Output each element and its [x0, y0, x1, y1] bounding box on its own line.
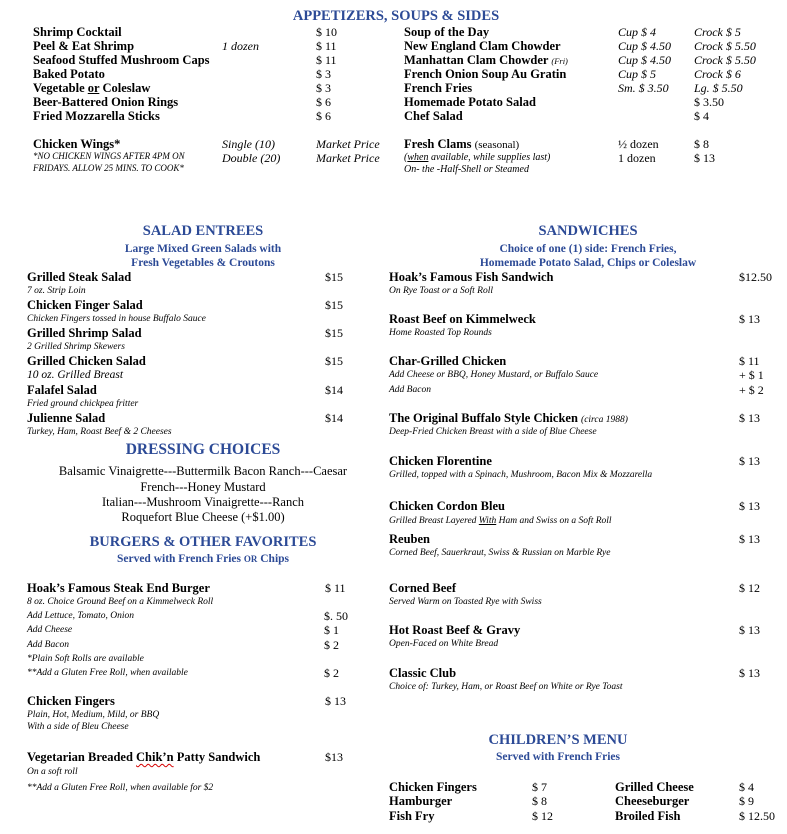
appetizer-name-part: Coleslaw	[102, 81, 151, 95]
appetizer-price: $ 6	[316, 95, 331, 109]
clams-size: 1 dozen	[618, 151, 656, 165]
burger-name: Hoak’s Famous Steak End Burger	[27, 581, 210, 595]
sandwiches-subtitle: Homemade Potato Salad, Chips or Coleslaw	[479, 257, 697, 269]
appetizer-name: Beer-Battered Onion Rings	[33, 95, 179, 109]
salad-price: $15	[325, 354, 343, 368]
kids-item-price: $ 12	[532, 809, 553, 823]
crock-price: Crock $ 5	[694, 25, 741, 39]
sandwich-price: $ 13	[739, 411, 760, 425]
soup-side-name: French Onion Soup Au Gratin	[404, 67, 567, 81]
appetizer-price: $ 10	[316, 25, 337, 39]
clams-price: $ 13	[694, 151, 715, 165]
salad-desc: 10 oz. Grilled Breast	[27, 369, 124, 381]
burger-price: $ 11	[325, 581, 346, 595]
salad-name: Grilled Shrimp Salad	[27, 326, 142, 340]
burger-addon: Add Lettuce, Tomato, Onion	[27, 611, 135, 621]
appetizer-name-or: or	[87, 81, 100, 95]
clams-style: On- the -Half-Shell or Steamed	[404, 164, 529, 175]
sandwich-name: Roast Beef on Kimmelweck	[389, 312, 536, 326]
sandwich-price: $ 13	[739, 623, 760, 637]
salad-name: Julienne Salad	[27, 411, 106, 425]
salad-heading: SALAD ENTREES	[142, 223, 264, 239]
wings-size: Double (20)	[222, 151, 281, 165]
desc-part: Grilled Breast Layered	[389, 516, 477, 526]
crock-price: Crock $ 5.50	[694, 53, 756, 67]
kids-item-price: $ 7	[532, 780, 547, 794]
sandwich-name: Char-Grilled Chicken	[389, 354, 507, 368]
name-part: Patty Sandwich	[176, 750, 261, 764]
kids-item-name: Chicken Fingers	[389, 780, 477, 794]
veggie-sandwich-name	[27, 750, 260, 764]
soup-side-name: Soup of the Day	[404, 25, 490, 39]
burger-addon-price: $ 1	[324, 623, 339, 637]
when-underlined: when	[407, 152, 429, 163]
soup-side-name	[404, 53, 568, 68]
subtitle-part: Chips	[260, 553, 290, 565]
appetizers-heading: APPETIZERS, SOUPS & SIDES	[292, 8, 500, 24]
sandwich-name: Classic Club	[389, 666, 457, 680]
crock-price: Crock $ 6	[694, 67, 741, 81]
subtitle-or: OR	[243, 554, 258, 564]
sandwich-addon-price: + $ 1	[739, 368, 764, 382]
salad-name: Grilled Chicken Salad	[27, 354, 146, 368]
appetizer-name: Shrimp Cocktail	[33, 25, 122, 39]
salad-price: $15	[325, 298, 343, 312]
childrens-menu-subtitle: Served with French Fries	[495, 751, 621, 763]
sandwich-desc: Home Roasted Top Rounds	[389, 328, 492, 338]
kids-item-name: Hamburger	[389, 794, 453, 808]
salad-name: Falafel Salad	[27, 383, 97, 397]
appetizer-price: $ 11	[316, 39, 337, 53]
soup-side-name: French Fries	[404, 81, 473, 95]
sandwich-desc: On Rye Toast or a Soft Roll	[389, 286, 493, 296]
sandwiches-subtitle: Choice of one (1) side: French Fries,	[499, 243, 677, 255]
sandwich-price: $ 12	[739, 581, 760, 595]
availability-rest: available, while supplies last)	[430, 152, 551, 163]
appetizer-price: $ 11	[316, 53, 337, 67]
appetizer-name: Baked Potato	[33, 67, 105, 81]
salad-subtitle: Fresh Vegetables & Croutons	[131, 257, 275, 269]
sandwich-price: $ 13	[739, 499, 760, 513]
soup-side-name: Homemade Potato Salad	[404, 95, 536, 109]
sandwiches-heading: SANDWICHES	[538, 223, 638, 239]
kids-item-name: Cheeseburger	[615, 794, 690, 808]
sandwich-desc: Served Warm on Toasted Rye with Swiss	[389, 597, 542, 607]
cup-price: Cup $ 4	[618, 25, 657, 39]
wings-price: Market Price	[316, 151, 380, 165]
salad-price: $14	[325, 383, 343, 397]
chicken-fingers-desc: With a side of Bleu Cheese	[27, 722, 129, 732]
dressing-heading: DRESSING CHOICES	[125, 441, 281, 458]
seasonal-note: (seasonal)	[474, 139, 520, 151]
friday-note: (Fri)	[551, 56, 568, 66]
sandwich-name: Hot Roast Beef & Gravy	[389, 623, 521, 637]
salad-price: $15	[325, 326, 343, 340]
with-underlined: With	[478, 516, 497, 526]
sandwich-price: $ 13	[739, 454, 760, 468]
sandwich-price: $12.50	[739, 270, 772, 284]
salad-desc: Chicken Fingers tossed in house Buffalo Sauce	[27, 314, 206, 324]
chicken-fingers-desc: Plain, Hot, Medium, Mild, or BBQ	[27, 710, 160, 720]
subtitle-part: Served with French Fries	[116, 553, 241, 565]
salad-desc: 2 Grilled Shrimp Skewers	[27, 342, 125, 352]
sandwich-price: $ 13	[739, 312, 760, 326]
burger-addon: Add Cheese	[27, 625, 73, 635]
kids-item-name: Grilled Cheese	[615, 780, 694, 794]
kids-item-price: $ 4	[739, 780, 754, 794]
sandwich-addon-price: + $ 2	[739, 383, 764, 397]
burgers-heading: BURGERS & OTHER FAVORITES	[89, 534, 317, 550]
appetizer-name-part: Vegetable	[33, 81, 85, 95]
salad-subtitle: Large Mixed Green Salads with	[124, 243, 282, 255]
cup-price: Cup $ 4.50	[618, 39, 672, 53]
sandwich-price: $ 13	[739, 532, 760, 546]
dressing-line: Balsamic Vinaigrette---Buttermilk Bacon Ranch---Caesar	[58, 464, 348, 478]
chicken-wings-note: FRIDAYS. ALLOW 25 MINS. TO COOK*	[33, 163, 184, 173]
appetizer-name	[33, 81, 150, 95]
soup-name-text: Manhattan Clam Chowder	[404, 53, 549, 67]
chikn-spellcheck: Chik’n	[136, 750, 174, 764]
clams-price: $ 8	[694, 137, 709, 151]
wings-size: Single (10)	[222, 137, 275, 151]
sandwich-price: $ 11	[739, 354, 760, 368]
kids-item-price: $ 9	[739, 794, 754, 808]
kids-item-name: Broiled Fish	[615, 809, 681, 823]
chicken-fingers-name: Chicken Fingers	[27, 694, 115, 708]
salad-name: Chicken Finger Salad	[27, 298, 143, 312]
appetizer-price: $ 3	[316, 67, 331, 81]
cup-price: Cup $ 4.50	[618, 53, 672, 67]
chicken-fingers-price: $ 13	[325, 694, 346, 708]
sandwich-name-text: The Original Buffalo Style Chicken	[389, 411, 578, 425]
dressing-line: Italian---Mushroom Vinaigrette---Ranch	[101, 495, 305, 509]
clams-size: ½ dozen	[618, 137, 659, 151]
appetizer-quantity: 1 dozen	[222, 39, 259, 53]
appetizer-name: Peel & Eat Shrimp	[33, 39, 135, 53]
side-price: $ 4	[694, 109, 709, 123]
appetizer-price: $ 3	[316, 81, 331, 95]
sandwich-addon: Add Bacon	[389, 385, 431, 395]
salad-price: $15	[325, 270, 343, 284]
childrens-menu-heading: CHILDREN’S MENU	[488, 732, 628, 748]
veggie-sandwich-price: $13	[325, 750, 343, 764]
salad-desc: 7 oz. Strip Loin	[27, 286, 86, 296]
wings-price: Market Price	[316, 137, 380, 151]
large-price: Lg. $ 5.50	[694, 81, 743, 95]
appetizer-name: Fried Mozzarella Sticks	[33, 109, 160, 123]
soup-side-name: New England Clam Chowder	[404, 39, 561, 53]
clams-availability	[404, 152, 550, 164]
burger-addon: Add Bacon	[27, 640, 69, 650]
chicken-wings-name: Chicken Wings*	[33, 137, 121, 151]
plain-rolls-note: *Plain Soft Rolls are available	[27, 654, 144, 664]
burger-desc: 8 oz. Choice Ground Beef on a Kimmelweck Roll	[27, 597, 214, 607]
veggie-sandwich-desc: **Add a Gluten Free Roll, when available for $2	[27, 783, 214, 793]
salad-desc: Fried ground chickpea fritter	[27, 399, 139, 409]
sandwich-name: Corned Beef	[389, 581, 456, 595]
sandwich-desc: Deep-Fried Chicken Breast with a side of Blue Cheese	[389, 427, 597, 437]
sandwich-desc: Choice of: Turkey, Ham, or Roast Beef on White or Rye Toast	[389, 682, 623, 692]
burger-addon-price: $ 2	[324, 638, 339, 652]
crock-price: Crock $ 5.50	[694, 39, 756, 53]
sandwich-addon: Add Cheese or BBQ, Honey Mustard, or Buffalo Sauce	[389, 370, 599, 380]
dressing-line: French---Honey Mustard	[140, 480, 266, 494]
paren-open: (	[404, 152, 408, 163]
salad-price: $14	[325, 411, 343, 425]
cup-price: Cup $ 5	[618, 67, 657, 81]
clams-name-text: Fresh Clams	[404, 137, 472, 151]
desc-part: Ham and Swiss on a Soft Roll	[498, 516, 612, 526]
salad-name: Grilled Steak Salad	[27, 270, 132, 284]
gluten-free-price: $ 2	[324, 666, 339, 680]
appetizer-price: $ 6	[316, 109, 331, 123]
fresh-clams-name	[404, 137, 519, 152]
sandwich-name: Chicken Florentine	[389, 454, 492, 468]
sandwich-desc: Open-Faced on White Bread	[389, 639, 499, 649]
kids-item-price: $ 12.50	[739, 809, 775, 823]
sandwich-desc: Grilled, topped with a Spinach, Mushroom, Bacon Mix & Mozzarella	[389, 470, 653, 480]
sandwich-name: Chicken Cordon Bleu	[389, 499, 505, 513]
small-price: Sm. $ 3.50	[618, 81, 669, 95]
dressing-line: Roquefort Blue Cheese (+$1.00)	[121, 510, 285, 524]
veggie-sandwich-desc: On a soft roll	[27, 767, 78, 777]
sandwich-name: Hoak’s Famous Fish Sandwich	[389, 270, 554, 284]
chicken-wings-note: *NO CHICKEN WINGS AFTER 4PM ON	[33, 151, 185, 161]
burgers-subtitle	[53, 552, 353, 566]
appetizer-name: Seafood Stuffed Mushroom Caps	[33, 53, 210, 67]
burger-addon-price: $. 50	[324, 609, 348, 623]
sandwich-name: Reuben	[389, 532, 430, 546]
side-price: $ 3.50	[694, 95, 724, 109]
soup-side-name: Chef Salad	[404, 109, 463, 123]
salad-desc: Turkey, Ham, Roast Beef & 2 Cheeses	[27, 427, 172, 437]
sandwich-desc	[389, 515, 612, 527]
gluten-free-note: **Add a Gluten Free Roll, when available	[27, 668, 188, 678]
name-part: Vegetarian Breaded	[27, 750, 133, 764]
sandwich-name	[389, 411, 628, 427]
kids-item-price: $ 8	[532, 794, 547, 808]
sandwich-desc: Corned Beef, Sauerkraut, Swiss & Russian on Marble Rye	[389, 548, 611, 558]
kids-item-name: Fish Fry	[389, 809, 435, 823]
circa-note: (circa 1988)	[581, 415, 628, 425]
sandwich-price: $ 13	[739, 666, 760, 680]
